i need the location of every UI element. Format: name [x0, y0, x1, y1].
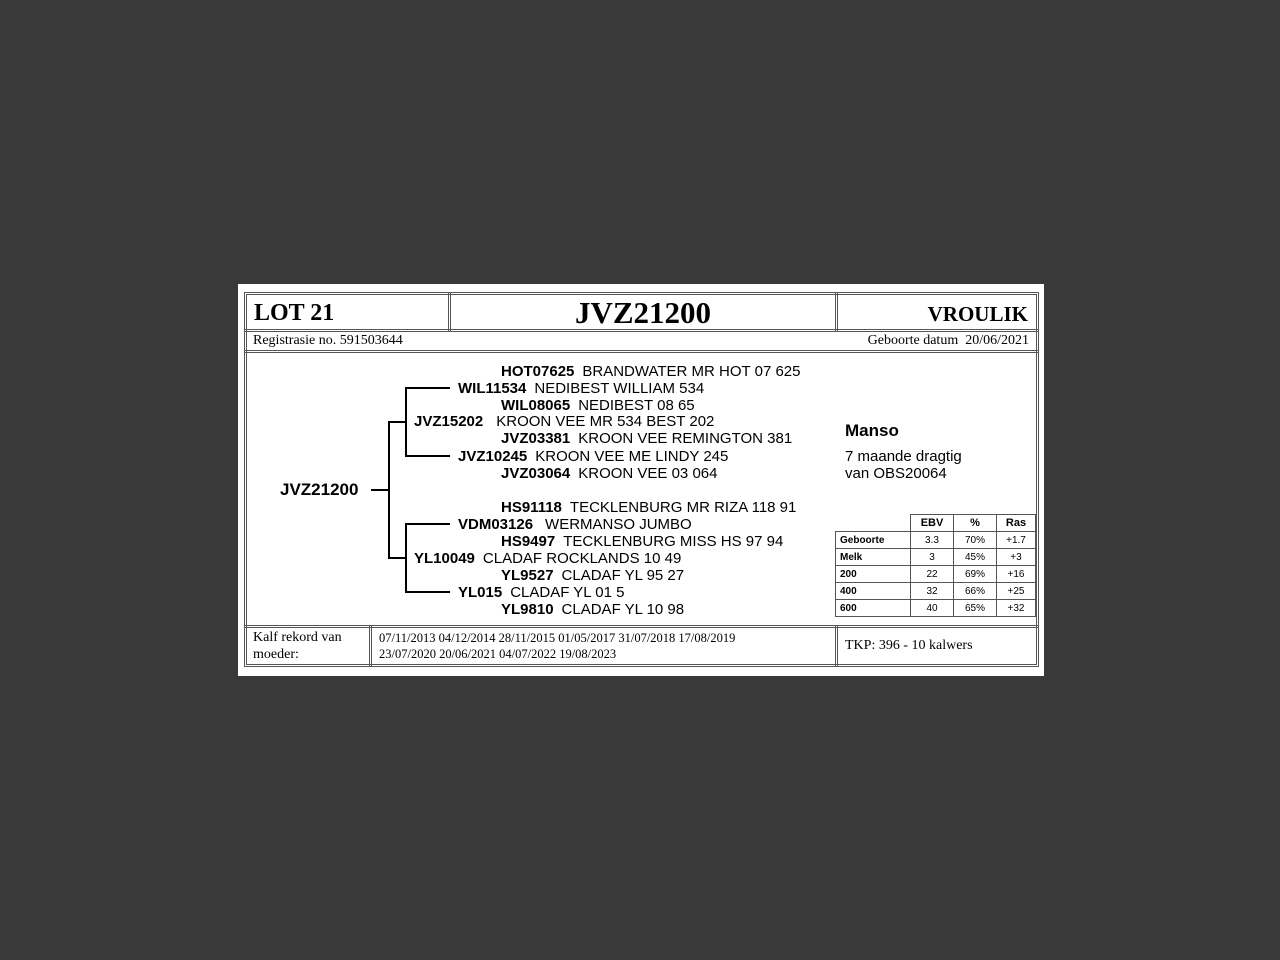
- pedigree-entry: [501, 499, 796, 516]
- calving-dates: [379, 630, 735, 662]
- calving-divider: [369, 625, 372, 667]
- tree-line: [388, 421, 390, 559]
- pedigree-name: KROON VEE ME LINDY 245: [535, 448, 729, 465]
- ebv-row-label: 200: [836, 566, 911, 583]
- pedigree-entry: [501, 397, 695, 414]
- lot-card: [238, 284, 1044, 676]
- pedigree-name: KROON VEE MR 534 BEST 202: [496, 413, 715, 430]
- ebv-percent: 66%: [954, 583, 997, 600]
- pedigree-code: HS91118: [501, 499, 562, 516]
- tree-line: [405, 387, 450, 389]
- ebv-percent: 70%: [954, 532, 997, 549]
- pedigree-name: KROON VEE REMINGTON 381: [578, 430, 793, 447]
- pedigree-code: YL9810: [501, 601, 554, 618]
- ebv-header: %: [954, 515, 997, 532]
- tree-line: [371, 489, 389, 491]
- pedigree-code: JVZ15202: [414, 413, 484, 430]
- pedigree-code: YL10049: [414, 550, 475, 567]
- ebv-percent: 69%: [954, 566, 997, 583]
- calving-dates-line: 23/07/2020 20/06/2021 04/07/2022 19/08/2023: [379, 647, 617, 661]
- calving-divider: [835, 625, 838, 667]
- lot-number: LOT 21: [254, 300, 335, 326]
- ebv-breed: +3: [997, 549, 1036, 566]
- pedigree-code: JVZ03064: [501, 465, 571, 482]
- notes-line: 7 maande dragtig: [845, 448, 962, 465]
- pedigree-code: HS9497: [501, 533, 556, 550]
- pedigree-name: NEDIBEST WILLIAM 534: [534, 380, 705, 397]
- pedigree-name: KROON VEE 03 064: [578, 465, 718, 482]
- notes-line: van OBS20064: [845, 465, 947, 482]
- tree-line: [405, 523, 407, 593]
- registration-label: Registrasie no.: [253, 333, 337, 348]
- pedigree-code: VDM03126: [458, 516, 534, 533]
- pedigree-code: YL9527: [501, 567, 554, 584]
- pedigree-name: CLADAF YL 01 5: [510, 584, 625, 601]
- ebv-percent: 65%: [954, 600, 997, 617]
- ebv-value: 32: [911, 583, 954, 600]
- pedigree-entry: [414, 550, 681, 567]
- ebv-row-label: Melk: [836, 549, 911, 566]
- pedigree-entry: [458, 448, 728, 465]
- pedigree-code: JVZ03381: [501, 430, 571, 447]
- pedigree-entry: [458, 380, 704, 397]
- pedigree-code: WIL08065: [501, 397, 571, 414]
- pedigree-entry: [458, 584, 624, 601]
- pedigree-entry: [501, 567, 684, 584]
- pedigree-name: TECKLENBURG MISS HS 97 94: [563, 533, 784, 550]
- tkp-summary: TKP: 396 - 10 kalwers: [845, 638, 973, 653]
- tree-line: [405, 455, 450, 457]
- notes-title: Manso: [845, 421, 899, 440]
- pedigree-name: BRANDWATER MR HOT 07 625: [582, 363, 801, 380]
- ebv-header: Ras: [997, 515, 1036, 532]
- pedigree-entry: [501, 430, 792, 447]
- pedigree-entry: [501, 601, 684, 618]
- pedigree-entry: [501, 533, 783, 550]
- ebv-breed: +16: [997, 566, 1036, 583]
- ebv-table: [835, 514, 1036, 617]
- tree-line: [405, 591, 450, 593]
- pedigree-entry: [458, 516, 692, 533]
- ebv-header-row: [836, 515, 1036, 532]
- registration-number: 591503644: [339, 333, 403, 348]
- birth-info: [868, 333, 1029, 349]
- registration-info: [253, 333, 403, 349]
- pedigree-entry: [501, 363, 800, 380]
- pedigree-entry: [414, 413, 714, 430]
- calving-label-line: moeder:: [253, 647, 299, 662]
- pedigree-code: WIL11534: [458, 380, 527, 397]
- birth-date: 20/06/2021: [965, 333, 1029, 348]
- ebv-row: [836, 532, 1036, 549]
- ebv-value: 3: [911, 549, 954, 566]
- calving-label: [253, 629, 342, 663]
- pedigree-code: YL015: [458, 584, 503, 601]
- ebv-value: 40: [911, 600, 954, 617]
- ebv-row: [836, 600, 1036, 617]
- ebv-row-label: Geboorte: [836, 532, 911, 549]
- birth-label: Geboorte datum: [867, 333, 959, 348]
- ebv-breed: +32: [997, 600, 1036, 617]
- header-divider: [835, 292, 838, 331]
- ebv-value: 3.3: [911, 532, 954, 549]
- ebv-row: [836, 549, 1036, 566]
- pedigree-code: JVZ10245: [458, 448, 528, 465]
- ebv-breed: +25: [997, 583, 1036, 600]
- calving-label-line: Kalf rekord van: [253, 630, 342, 645]
- ebv-row-label: 400: [836, 583, 911, 600]
- pedigree-name: NEDIBEST 08 65: [578, 397, 695, 414]
- pedigree-name: TECKLENBURG MR RIZA 118 91: [569, 499, 797, 516]
- ebv-row: [836, 566, 1036, 583]
- ebv-row: [836, 583, 1036, 600]
- pedigree-name: WERMANSO JUMBO: [545, 516, 692, 533]
- pedigree-name: CLADAF YL 10 98: [561, 601, 685, 618]
- pedigree-name: CLADAF YL 95 27: [561, 567, 685, 584]
- calving-top-rule: [244, 625, 1039, 628]
- pedigree-animal: JVZ21200: [280, 480, 359, 499]
- pedigree-entry: [501, 465, 717, 482]
- tree-line: [405, 523, 450, 525]
- ebv-header-blank: [836, 515, 911, 532]
- ebv-percent: 45%: [954, 549, 997, 566]
- ebv-header: EBV: [911, 515, 954, 532]
- ebv-breed: +1.7: [997, 532, 1036, 549]
- pedigree-code: HOT07625: [501, 363, 575, 380]
- pedigree-name: CLADAF ROCKLANDS 10 49: [482, 550, 682, 567]
- ebv-value: 22: [911, 566, 954, 583]
- calving-dates-line: 07/11/2013 04/12/2014 28/11/2015 01/05/2017 31/07/2018 17/08/2019: [379, 631, 736, 645]
- sex-label: VROULIK: [927, 302, 1028, 326]
- animal-id-title: JVZ21200: [574, 295, 712, 330]
- info-bottom-rule: [244, 350, 1039, 353]
- ebv-row-label: 600: [836, 600, 911, 617]
- tree-line: [405, 387, 407, 456]
